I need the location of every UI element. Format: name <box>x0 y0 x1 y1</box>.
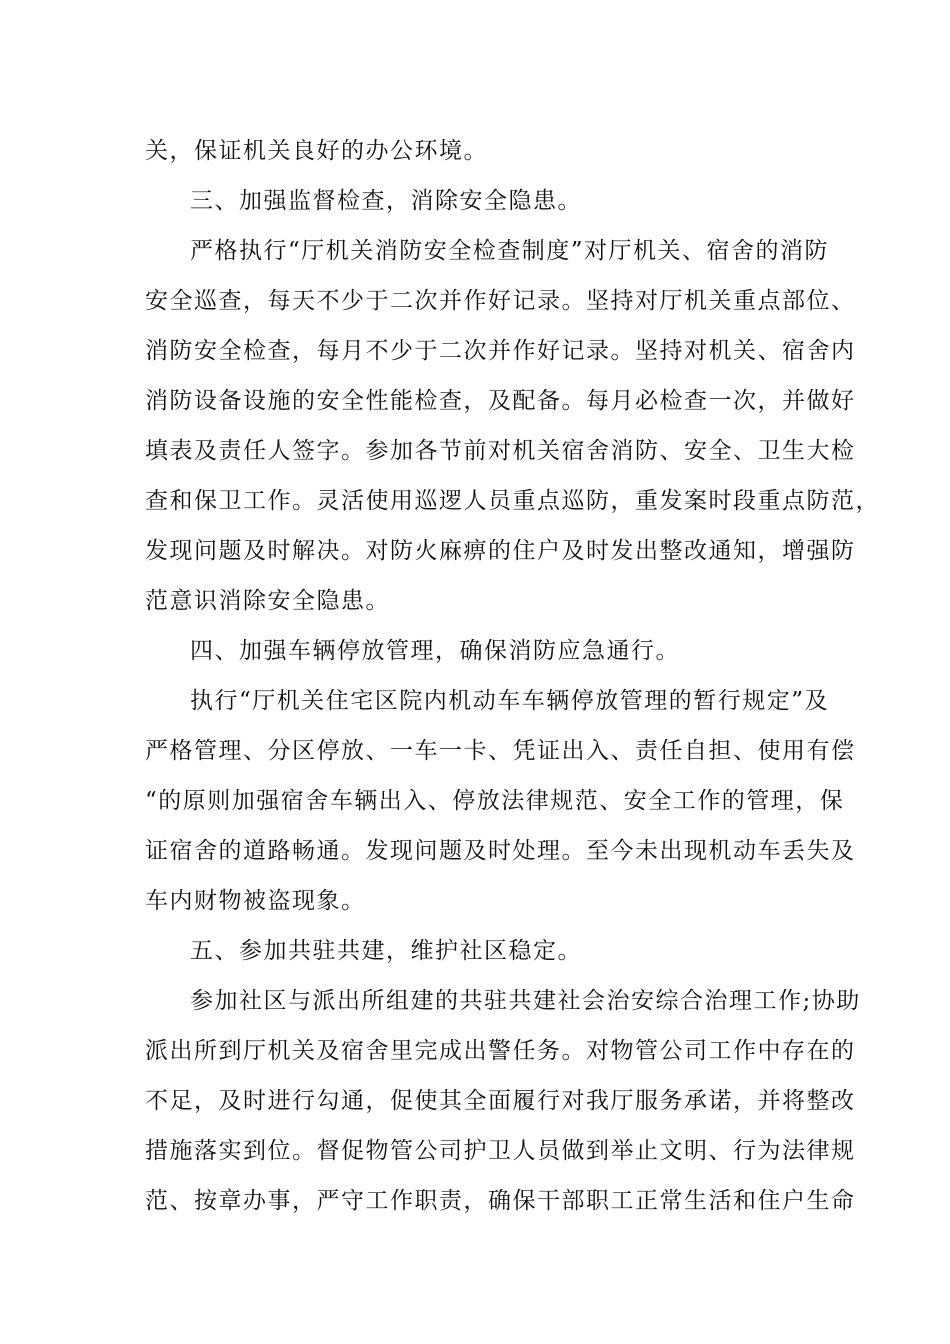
text-line: “的原则加强宿舍车辆出入、停放法律规范、安全工作的管理，保 <box>145 788 845 814</box>
text-line: 查和保卫工作。灵活使用巡逻人员重点巡防，重发案时段重点防范， <box>145 488 880 514</box>
text-line: 消防设备设施的安全性能检查，及配备。每月必检查一次，并做好 <box>145 388 856 414</box>
text-line: 派出所到厅机关及宿舍里完成出警任务。对物管公司工作中存在的 <box>145 1038 856 1064</box>
text-line: 参加社区与派出所组建的共驻共建社会治安综合治理工作;协助 <box>190 988 861 1014</box>
text-line: 执行“厅机关住宅区院内机动车车辆停放管理的暂行规定”及 <box>190 688 830 714</box>
text-line: 不足，及时进行勾通，促使其全面履行对我厅服务承诺，并将整改 <box>145 1088 856 1114</box>
text-line: 安全巡查，每天不少于二次并作好记录。坚持对厅机关重点部位、 <box>145 288 856 314</box>
text-line: 范意识消除安全隐患。 <box>145 588 390 614</box>
section-heading: 四、加强车辆停放管理，确保消防应急通行。 <box>190 638 680 664</box>
text-line: 消防安全检查，每月不少于二次并作好记录。坚持对机关、宿舍内 <box>145 338 856 364</box>
text-line: 严格管理、分区停放、一车一卡、凭证出入、责任自担、使用有偿 <box>145 738 856 764</box>
section-heading: 三、加强监督检查，消除安全隐患。 <box>190 188 582 214</box>
text-line: 证宿舍的道路畅通。发现问题及时处理。至今未出现机动车丢失及 <box>145 838 856 864</box>
text-line: 关，保证机关良好的办公环境。 <box>145 138 488 164</box>
text-line: 发现问题及时解决。对防火麻痹的住户及时发出整改通知，增强防 <box>145 538 856 564</box>
text-line: 措施落实到位。督促物管公司护卫人员做到举止文明、行为法律规 <box>145 1138 856 1164</box>
text-line: 填表及责任人签字。参加各节前对机关宿舍消防、安全、卫生大检 <box>145 438 856 464</box>
text-line: 范、按章办事，严守工作职责，确保干部职工正常生活和住户生命 <box>145 1188 856 1214</box>
section-heading: 五、参加共驻共建，维护社区稳定。 <box>190 938 582 964</box>
text-line: 严格执行“厅机关消防安全检查制度”对厅机关、宿舍的消防 <box>190 238 830 264</box>
text-line: 车内财物被盗现象。 <box>145 888 366 914</box>
